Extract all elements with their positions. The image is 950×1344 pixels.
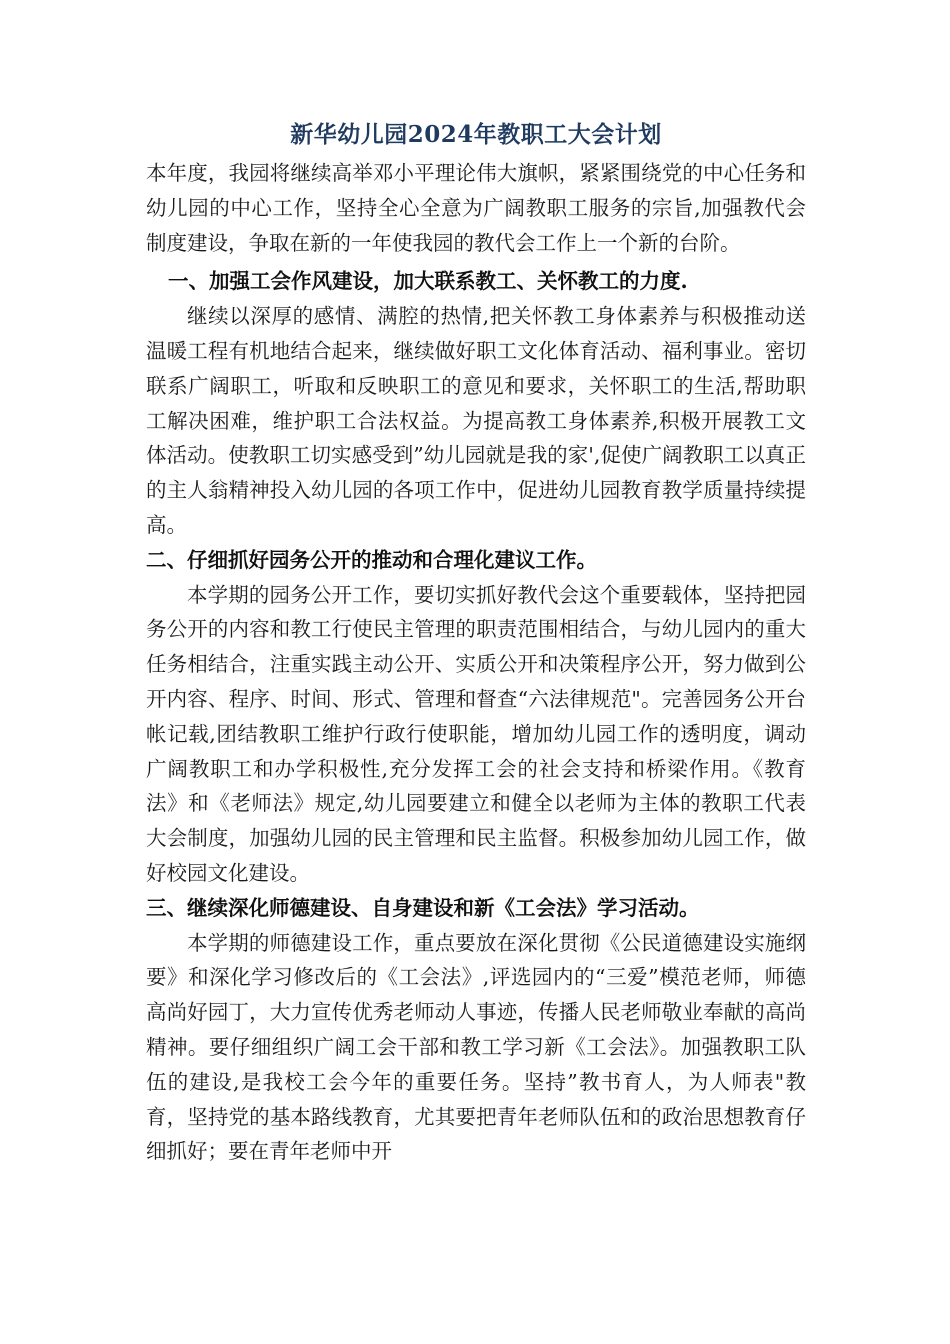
intro-paragraph: 本年度，我园将继续高举邓小平理论伟大旗帜，紧紧围绕党的中心任务和幼儿园的中心工作，坚持全心全意为广阔教职工服务的宗旨,加强教代会制度建设，争取在新的一年使我园的教代会工作上一个新的台阶。 <box>146 161 806 255</box>
document-page <box>146 118 806 1169</box>
section-body-1: 继续以深厚的感情、满腔的热情,把关怀教工身体素养与积极推动送温暖工程有机地结合起来，继续做好职工文化体育活动、福利事业。密切联系广阔职工，听取和反映职工的意见和要求，关怀职工的生活,帮助职工解决困难，维护职工合法权益。为提高教工身体素养,积极开展教工文体活动。使教职工切实感受到”幼儿园就是我的家',促使广阔教职工以真正的主人翁精神投入幼儿园的各项工作中，促进幼儿园教育教学质量持续提高。 <box>146 304 806 537</box>
document-title: 新华幼儿园2024年教职工大会计划 <box>290 121 662 148</box>
section-body-3: 本学期的师德建设工作，重点要放在深化贯彻《公民道德建设实施纲要》和深化学习修改后的《工会法》,评选园内的“三爱”模范老师，师德高尚好园丁，大力宣传优秀老师动人事迹，传播人民老师敬业奉献的高尚精神。要仔细组织广阔工会干部和教工学习新《工会法》。加强教职工队伍的建设,是我校工会今年的重要任务。坚持”教书育人，为人师表"教育，坚持党的基本路线教育，尤其要把青年老师队伍和的政治思想教育仔细抓好；要在青年老师中开 <box>146 930 806 1164</box>
section-heading-1: 一、加强工会作风建设，加大联系教工、关怀教工的力度. <box>168 269 688 294</box>
section-body-2: 本学期的园务公开工作，要切实抓好教代会这个重要载体，坚持把园务公开的内容和教工行使民主管理的职责范围相结合，与幼儿园内的重大任务相结合，注重实践主动公开、实质公开和决策程序公开，努力做到公开内容、程序、时间、形式、管理和督查“六法律规范"。完善园务公开台帐记载,团结教职工维护行政行使职能，增加幼儿园工作的透明度，调动广阔教职工和办学积极性,充分发挥工会的社会支持和桥梁作用。《教育法》和《老师法》规定,幼儿园要建立和健全以老师为主体的教职工代表大会制度，加强幼儿园的民主管理和民主监督。积极参加幼儿园工作，做好校园文化建设。 <box>146 582 806 885</box>
section-heading-3: 三、继续深化师德建设、自身建设和新《工会法》学习活动。 <box>146 895 700 920</box>
section-heading-2: 二、仔细抓好园务公开的推动和合理化建议工作。 <box>146 547 597 572</box>
